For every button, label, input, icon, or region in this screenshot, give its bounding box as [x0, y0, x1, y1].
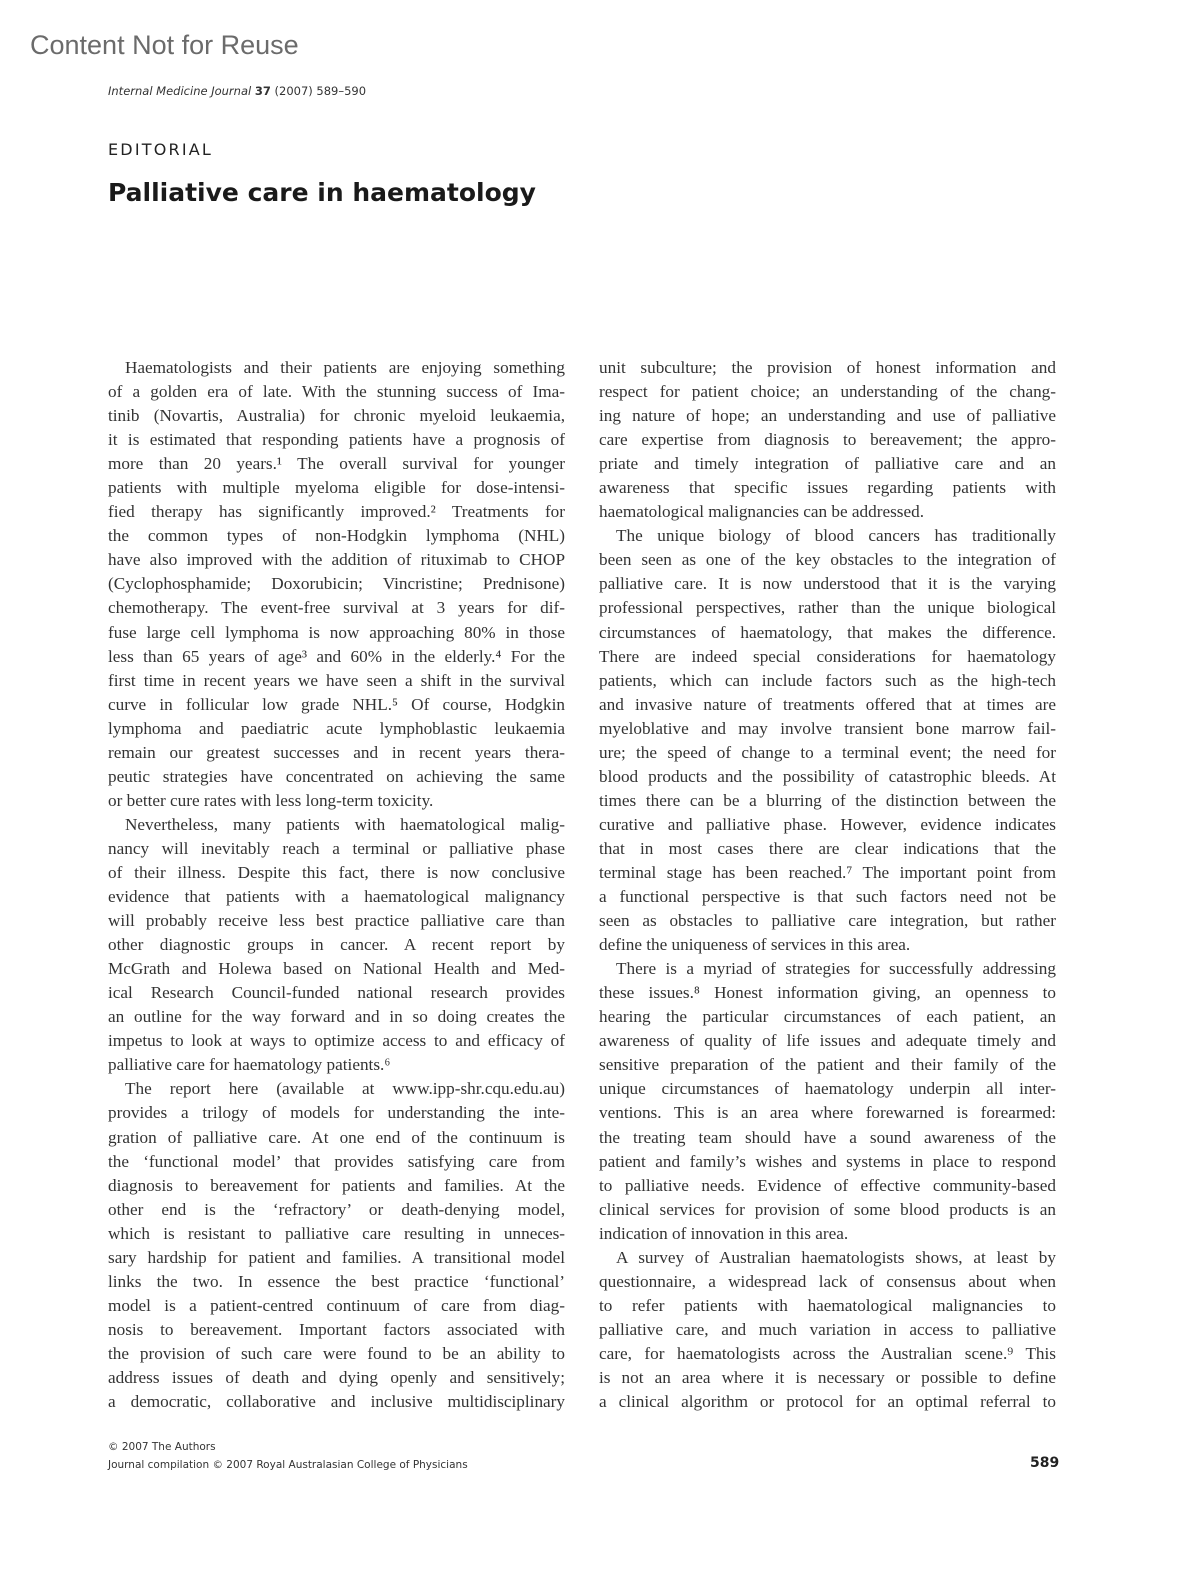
text-line: There is a myriad of strategies for successfully addressing	[616, 959, 1056, 979]
text-line: Nevertheless, many patients with haematological malig-	[125, 814, 565, 834]
section-label: EDITORIAL	[108, 140, 214, 159]
text-line: more than 20 years.¹ The overall survival for younger	[108, 454, 565, 474]
text-line: professional perspectives, rather than the unique biological	[599, 598, 1056, 618]
text-line: provides a trilogy of models for understanding the inte-	[108, 1103, 565, 1123]
text-line: unique circumstances of haematology underpin all inter-	[599, 1079, 1056, 1099]
left-column	[108, 356, 565, 1414]
text-line: unit subculture; the provision of honest information and	[599, 358, 1056, 377]
paragraph	[599, 957, 1056, 1246]
journal-compilation-line: Journal compilation © 2007 Royal Australasian College of Physicians	[108, 1459, 468, 1471]
text-line: myeloblative and may involve transient bone marrow fail-	[599, 718, 1056, 738]
text-line: that in most cases there are clear indications that the	[599, 838, 1056, 858]
copyright-line: © 2007 The Authors	[108, 1441, 216, 1453]
text-line: seen as obstacles to palliative care integration, but rather	[599, 911, 1056, 931]
text-line: less than 65 years of age³ and 60% in the elderly.⁴ For the	[108, 646, 565, 666]
text-line: of a golden era of late. With the stunning success of Ima-	[108, 382, 565, 402]
text-line: The unique biology of blood cancers has traditionally	[616, 526, 1056, 546]
text-line: remain our greatest successes and in recent years thera-	[108, 742, 565, 762]
text-line: gration of palliative care. At one end of the continuum is	[108, 1127, 565, 1147]
text-line: ical Research Council-funded national research provides	[108, 983, 565, 1003]
text-line: Haematologists and their patients are enjoying something	[125, 358, 565, 377]
text-line: terminal stage has been reached.⁷ The important point from	[599, 862, 1056, 882]
text-line: clinical services for provision of some blood products is an	[599, 1199, 1056, 1219]
text-line: awareness of quality of life issues and adequate timely and	[599, 1031, 1056, 1051]
text-line: nancy will inevitably reach a terminal or palliative phase	[108, 838, 565, 858]
text-line: which is resistant to palliative care resulting in unneces-	[108, 1223, 565, 1243]
text-line: other diagnostic groups in cancer. A recent report by	[108, 935, 565, 955]
text-line: patient and family’s wishes and systems in place to respond	[599, 1151, 1056, 1171]
text-line: address issues of death and dying openly and sensitively;	[108, 1367, 565, 1387]
text-line: the treating team should have a sound awareness of the	[599, 1127, 1056, 1147]
text-line: questionnaire, a widespread lack of consensus about when	[599, 1271, 1056, 1291]
text-line: respect for patient choice; an understanding of the chang-	[599, 382, 1056, 402]
text-line: ure; the speed of change to a terminal event; the need for	[599, 742, 1056, 762]
text-line: to palliative needs. Evidence of effective community-based	[599, 1175, 1056, 1195]
text-line: curve in follicular low grade NHL.⁵ Of course, Hodgkin	[108, 694, 565, 714]
text-line: lymphoma and paediatric acute lymphoblastic leukaemia	[108, 718, 565, 738]
footer	[108, 1438, 468, 1474]
text-line: and invasive nature of treatments offered that at times are	[599, 694, 1056, 714]
paragraph	[108, 813, 565, 1078]
text-line: circumstances of haematology, that makes the difference.	[599, 622, 1056, 642]
text-line: curative and palliative phase. However, evidence indicates	[599, 814, 1056, 834]
text-line: have also improved with the addition of rituximab to CHOP	[108, 550, 565, 570]
text-line: a clinical algorithm or protocol for an optimal referral to	[599, 1392, 1056, 1412]
text-line: is not an area where it is necessary or possible to define	[599, 1367, 1056, 1387]
text-line: blood products and the possibility of catastrophic bleeds. At	[599, 766, 1056, 786]
text-line: haematological malignancies can be addressed.	[599, 502, 924, 522]
text-line: evidence that patients with a haematological malignancy	[108, 887, 565, 907]
page-number: 589	[1030, 1455, 1060, 1471]
text-line: define the uniqueness of services in this area.	[599, 935, 911, 955]
text-line: palliative care. It is now understood that it is the varying	[599, 574, 1056, 594]
text-line: tinib (Novartis, Australia) for chronic myeloid leukaemia,	[108, 406, 565, 426]
paragraph	[599, 524, 1056, 957]
text-line: a democratic, collaborative and inclusive multidisciplinary	[108, 1392, 565, 1412]
text-line: or better cure rates with less long-term toxicity.	[108, 790, 434, 810]
journal-year-pages: (2007) 589–590	[274, 84, 367, 98]
text-line: There are indeed special considerations for haematology	[599, 646, 1056, 666]
text-line: ing nature of hope; an understanding and use of palliative	[599, 406, 1056, 426]
text-line: the provision of such care were found to be an ability to	[108, 1343, 565, 1363]
text-line: A survey of Australian haematologists shows, at least by	[616, 1247, 1056, 1267]
text-line: hearing the particular circumstances of each patient, an	[599, 1007, 1056, 1027]
text-line: nosis to bereavement. Important factors associated with	[108, 1319, 565, 1339]
text-line: been seen as one of the key obstacles to the integration of	[599, 550, 1056, 570]
text-line: the ‘functional model’ that provides satisfying care from	[108, 1151, 565, 1171]
text-line: diagnosis to bereavement for patients and families. At the	[108, 1175, 565, 1195]
text-line: The report here (available at www.ipp-shr.cqu.edu.au)	[125, 1079, 565, 1099]
watermark: Content Not for Reuse	[30, 30, 299, 60]
text-line: fuse large cell lymphoma is now approaching 80% in those	[108, 622, 565, 642]
text-line: chemotherapy. The event-free survival at 3 years for dif-	[108, 598, 565, 618]
text-line: awareness that specific issues regarding patients with	[599, 478, 1056, 498]
article-title: Palliative care in haematology	[108, 178, 536, 207]
text-line: sensitive preparation of the patient and their family of the	[599, 1055, 1056, 1075]
text-line: McGrath and Holewa based on National Health and Med-	[108, 959, 565, 979]
journal-name: Internal Medicine Journal	[108, 84, 252, 98]
text-line: indication of innovation in this area.	[599, 1223, 849, 1243]
text-line: patients with multiple myeloma eligible for dose-intensi-	[108, 478, 565, 498]
paragraph	[108, 356, 565, 813]
text-line: of their illness. Despite this fact, there is now conclusive	[108, 862, 565, 882]
text-line: other end is the ‘refractory’ or death-denying model,	[108, 1199, 565, 1219]
text-line: links the two. In essence the best practice ‘functional’	[108, 1271, 565, 1291]
text-line: will probably receive less best practice palliative care than	[108, 911, 565, 931]
text-line: the common types of non-Hodgkin lymphoma (NHL)	[108, 526, 565, 546]
text-line: (Cyclophosphamide; Doxorubicin; Vincristine; Prednisone)	[108, 574, 565, 594]
text-line: patients, which can include factors such as the high-tech	[599, 670, 1056, 690]
text-line: to refer patients with haematological malignancies to	[599, 1295, 1056, 1315]
text-line: care, for haematologists across the Australian scene.⁹ This	[599, 1343, 1056, 1363]
text-line: model is a patient-centred continuum of care from diag-	[108, 1295, 565, 1315]
text-line: care expertise from diagnosis to bereavement; the appro-	[599, 430, 1056, 450]
paragraph	[599, 1246, 1056, 1414]
text-line: ventions. This is an area where forewarned is forearmed:	[599, 1103, 1056, 1123]
text-line: palliative care for haematology patients.⁶	[108, 1055, 391, 1075]
text-line: priate and timely integration of palliative care and an	[599, 454, 1056, 474]
text-line: an outline for the way forward and in so doing creates the	[108, 1007, 565, 1027]
text-line: it is estimated that responding patients have a prognosis of	[108, 430, 565, 450]
text-line: fied therapy has significantly improved.² Treatments for	[108, 502, 565, 522]
text-line: times there can be a blurring of the distinction between the	[599, 790, 1056, 810]
text-line: sary hardship for patient and families. A transitional model	[108, 1247, 565, 1267]
text-line: peutic strategies have concentrated on achieving the same	[108, 766, 565, 786]
text-line: impetus to look at ways to optimize access to and efficacy of	[108, 1031, 565, 1051]
text-line: these issues.⁸ Honest information giving, an openness to	[599, 983, 1056, 1003]
journal-volume: 37	[254, 84, 271, 98]
right-column	[599, 356, 1056, 1414]
journal-citation	[108, 84, 366, 98]
text-line: first time in recent years we have seen a shift in the survival	[108, 670, 565, 690]
paragraph	[599, 356, 1056, 524]
text-line: a functional perspective is that such factors need not be	[599, 887, 1056, 907]
paragraph	[108, 1077, 565, 1414]
text-line: palliative care, and much variation in access to palliative	[599, 1319, 1056, 1339]
